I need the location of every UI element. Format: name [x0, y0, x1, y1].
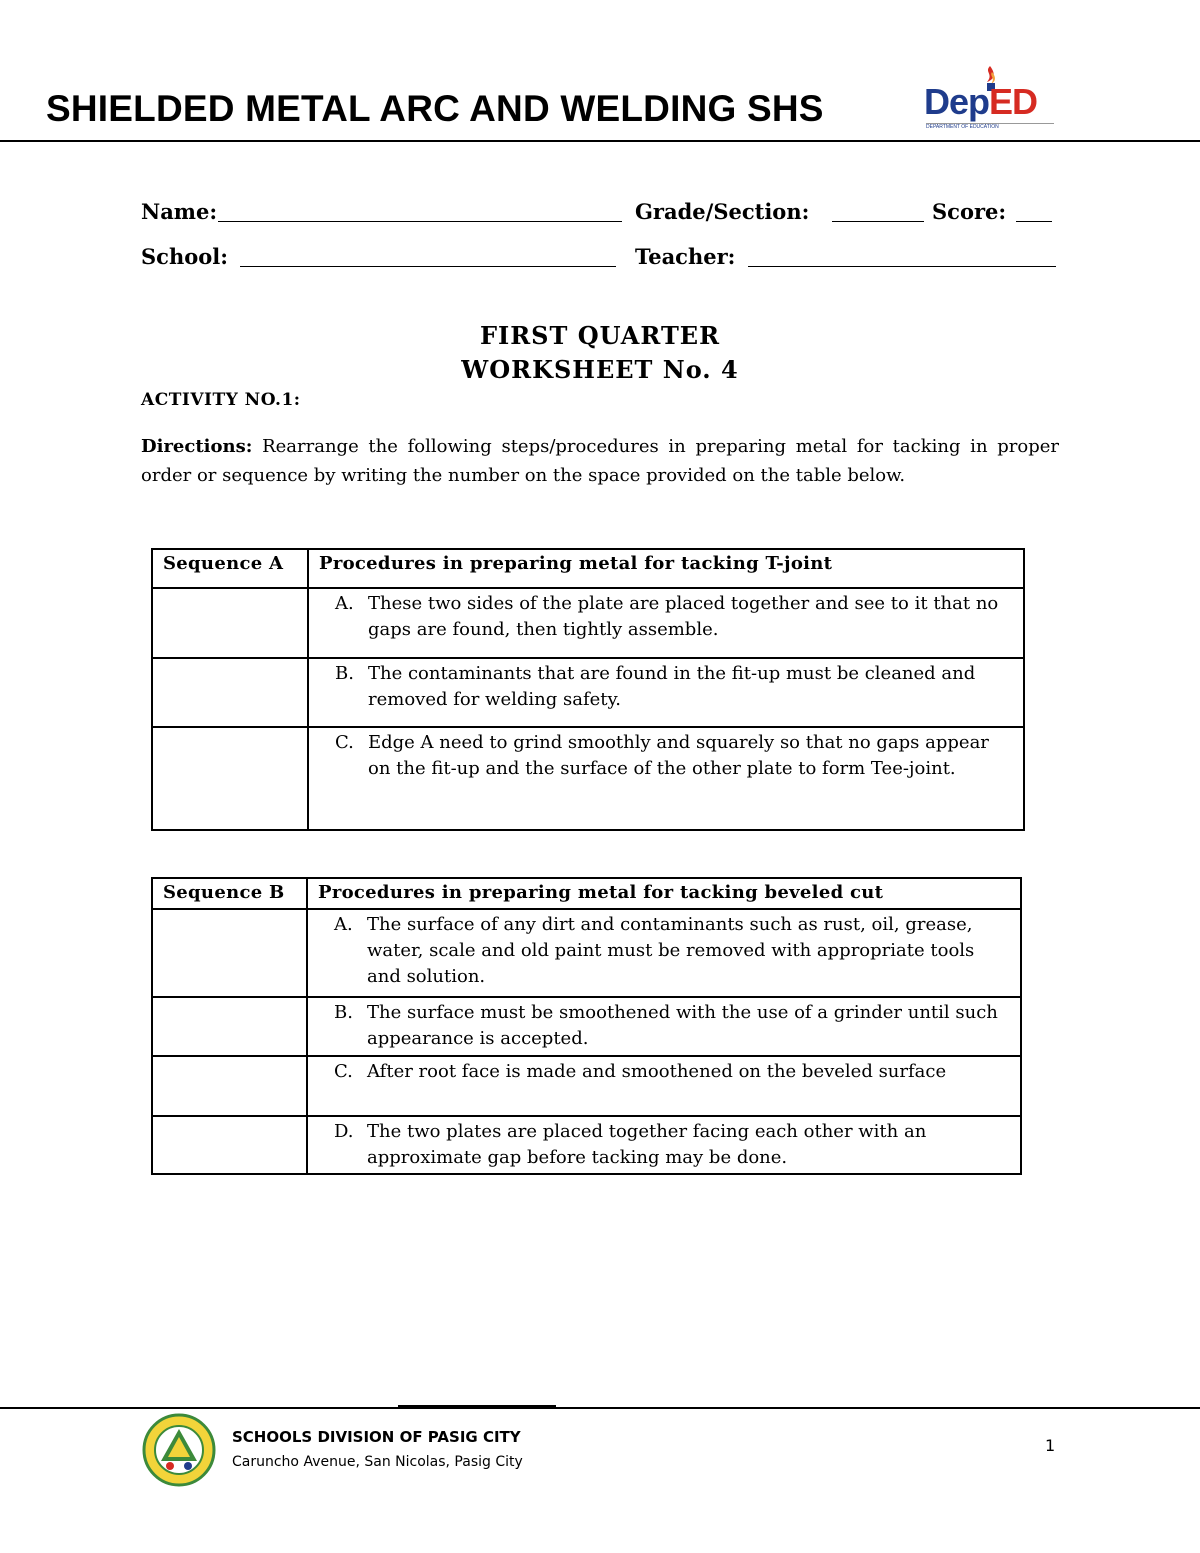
table-row: [152, 997, 1021, 1056]
procedure-item: C. After root face is made and smoothened on the beveled surface: [334, 1061, 947, 1082]
footer-divider-accent: [398, 1405, 556, 1409]
procedure-item: B. The contaminants that are found in the fit-up must be cleaned and removed for welding safety.: [335, 663, 976, 710]
deped-logo: [924, 64, 1064, 134]
directions-text: Rearrange the following steps/procedures in preparing metal for tacking in proper order or sequence by writing the number on the space provided on the table below.: [141, 436, 1059, 486]
quarter-title: FIRST QUARTER: [479, 321, 721, 350]
sequence-input-cell[interactable]: [152, 909, 307, 997]
grade-section-label: Grade/Section:: [635, 199, 810, 224]
footer-divider: [0, 1407, 1200, 1409]
division-seal-icon: [142, 1413, 216, 1487]
procedure-item: A. These two sides of the plate are placed together and see to it that no gaps are found, then tightly assemble.: [335, 593, 999, 640]
school-field[interactable]: [240, 266, 616, 267]
deped-wordmark: DepED: [924, 81, 1038, 122]
sequence-b-header: Sequence B: [152, 878, 307, 909]
table-row: [152, 658, 1024, 727]
score-label: Score:: [932, 199, 1007, 224]
sequence-input-cell[interactable]: [152, 1056, 307, 1116]
teacher-field[interactable]: [748, 266, 1056, 267]
sequence-a-table: [151, 548, 1025, 831]
sequence-input-cell[interactable]: [152, 727, 308, 830]
procedure-item: D. The two plates are placed together facing each other with an approximate gap before tacking may be done.: [334, 1121, 927, 1168]
procedure-item: C. Edge A need to grind smoothly and squarely so that no gaps appear on the fit-up and the surface of the other plate to form Tee-joint.: [335, 732, 989, 779]
score-field[interactable]: [1016, 221, 1052, 222]
footer-organization: SCHOOLS DIVISION OF PASIG CITY: [232, 1428, 521, 1446]
procedures-a-header: Procedures in preparing metal for tacking T-joint: [308, 549, 1024, 588]
page-number: 1: [1045, 1436, 1056, 1455]
teacher-label: Teacher:: [635, 244, 736, 269]
grade-section-field[interactable]: [832, 221, 924, 222]
procedures-b-header: Procedures in preparing metal for tacking beveled cut: [307, 878, 1021, 909]
name-label: Name:: [141, 199, 218, 224]
procedure-item: A. The surface of any dirt and contaminants such as rust, oil, grease, water, scale and old paint must be removed with appropriate tools and solution.: [334, 914, 975, 987]
sequence-a-header: Sequence A: [152, 549, 308, 588]
table-row: [152, 1056, 1021, 1116]
table-row: [152, 909, 1021, 997]
table-row: [152, 727, 1024, 830]
sequence-input-cell[interactable]: [152, 588, 308, 658]
worksheet-title: WORKSHEET No. 4: [461, 355, 739, 384]
activity-label: ACTIVITY NO.1:: [141, 390, 301, 410]
header-divider: [0, 140, 1200, 142]
sequence-b-table: [151, 877, 1022, 1175]
directions-paragraph: [141, 432, 1059, 490]
sequence-input-cell[interactable]: [152, 1116, 307, 1174]
sequence-input-cell[interactable]: [152, 658, 308, 727]
directions-label: Directions:: [141, 436, 253, 457]
deped-tagline: DEPARTMENT OF EDUCATION: [926, 123, 1054, 130]
name-field[interactable]: [218, 221, 622, 222]
page-header-title: SHIELDED METAL ARC AND WELDING SHS: [46, 88, 824, 129]
school-label: School:: [141, 244, 228, 269]
procedure-item: B. The surface must be smoothened with the use of a grinder until such appearance is accepted.: [334, 1002, 998, 1049]
table-row: [152, 1116, 1021, 1174]
sequence-input-cell[interactable]: [152, 997, 307, 1056]
table-row: [152, 588, 1024, 658]
footer-address: Caruncho Avenue, San Nicolas, Pasig City: [232, 1454, 523, 1470]
